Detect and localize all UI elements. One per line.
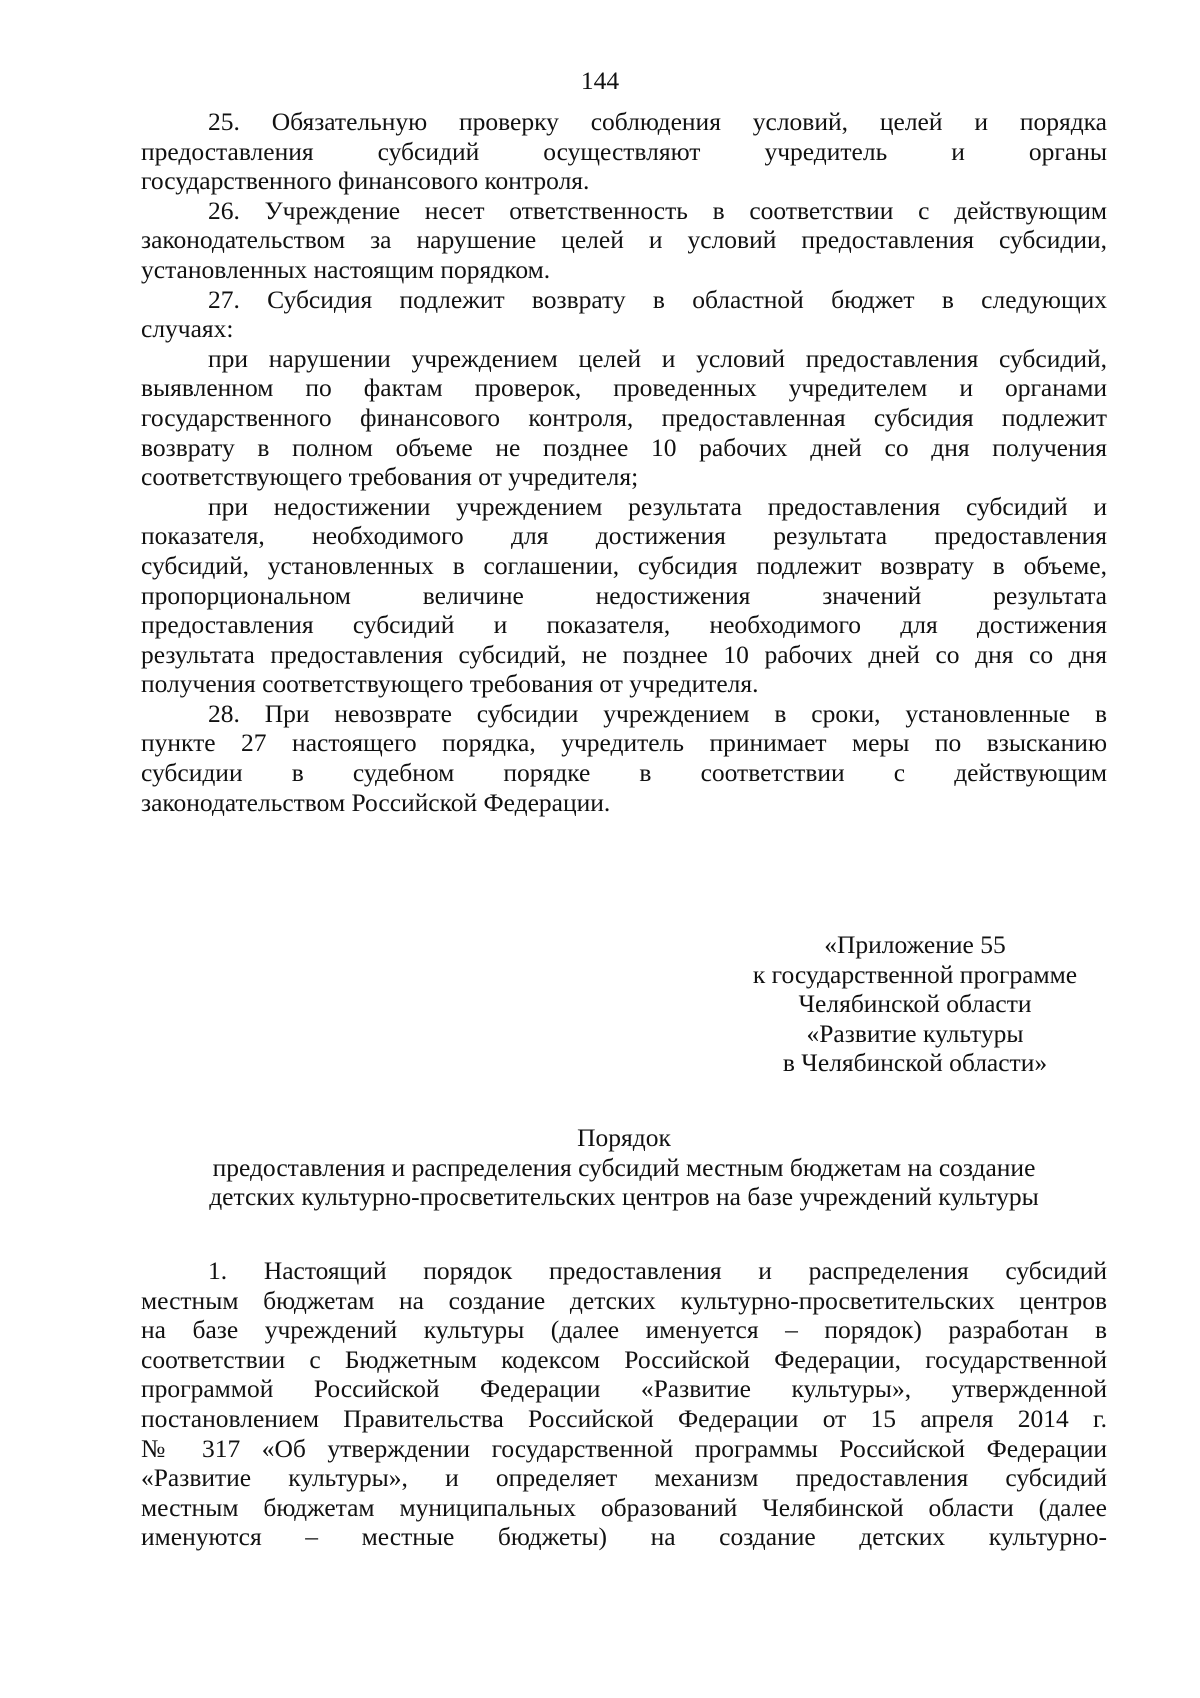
section-1-line-1: 1. Настоящий порядок предоставления и распределения субсидий [208,1256,1107,1285]
appendix-line-4: «Развитие культуры [806,1018,1024,1048]
section-1-line-3: на базе учреждений культуры (далее именуется – порядок) разработан в [141,1315,1107,1345]
section-1-line-9: местным бюджетам муниципальных образований Челябинской области (далее [141,1492,1107,1522]
section-1-line-6: постановлением Правительства Российской Федерации от 15 апреля 2014 г. [141,1403,1107,1433]
section-1-line-10: именуются – местные бюджеты) на создание детских культурно- [141,1522,1107,1552]
paragraph-27-case-1-line-2: выявленном по фактам проверок, проведенных учредителем и органами [141,373,1107,403]
page-number: 144 [580,66,620,95]
paragraph-27-case-1-line-4: возврату в полном объеме не позднее 10 рабочих дней со дня получения [141,432,1107,462]
appendix-line-2: к государственной программе [752,959,1078,989]
paragraph-25-line-2: предоставления субсидий осуществляют учредитель и органы [141,136,1107,166]
appendix-line-1: «Приложение 55 [824,930,1006,959]
paragraph-25-line-3: государственного финансового контроля. [141,166,590,196]
section-1-line-4: соответствии с Бюджетным кодексом Российской Федерации, государственной [141,1344,1107,1374]
paragraph-27-case-2-line-3: субсидий, установленных в соглашении, субсидия подлежит возврату в объеме, [141,550,1107,580]
paragraph-28-line-4: законодательством Российской Федерации. [141,787,611,817]
paragraph-27-line-2: случаях: [141,314,234,344]
section-1-line-2: местным бюджетам на создание детских культурно-просветительских центров [141,1285,1107,1315]
paragraph-27-case-2-line-4: пропорциональном величине недостижения значений результата [141,580,1107,610]
paragraph-26-line-2: законодательством за нарушение целей и условий предоставления субсидии, [141,225,1107,255]
paragraph-27-case-2-line-7: получения соответствующего требования от учредителя. [141,669,759,699]
section-1-text [141,1256,1107,1552]
section-1-line-7: № 317 «Об утверждении государственной программы Российской Федерации [141,1433,1107,1463]
paragraph-27-case-1-line-1: при нарушении учреждением целей и условий предоставления субсидий, [208,343,1107,373]
paragraph-27-case-2-line-5: предоставления субсидий и показателя, необходимого для достижения [141,610,1107,640]
title-line-3: детских культурно-просветительских центров на базе учреждений культуры [209,1182,1039,1212]
appendix-line-5: в Челябинской области» [782,1048,1048,1078]
paragraph-28-line-1: 28. При невозврате субсидии учреждением в сроки, установленные в [208,698,1107,728]
paragraph-27-case-2-line-6: результата предоставления субсидий, не позднее 10 рабочих дней со дня со дня [141,639,1107,669]
section-1-line-5: программой Российской Федерации «Развитие культуры», утвержденной [141,1374,1107,1404]
paragraph-27-line-1: 27. Субсидия подлежит возврату в областной бюджет в следующих [208,284,1107,314]
body-text [141,107,1107,817]
section-1-line-8: «Развитие культуры», и определяет механизм предоставления субсидий [141,1463,1107,1493]
paragraph-27-case-2-line-1: при недостижении учреждением результата предоставления субсидий и [208,491,1107,521]
title-line-2: предоставления и распределения субсидий местным бюджетам на создание [212,1152,1036,1182]
paragraph-27-case-1-line-5: соответствующего требования от учредителя; [141,462,639,492]
paragraph-27-case-1-line-3: государственного финансового контроля, предоставленная субсидия подлежит [141,402,1107,432]
appendix-line-3: Челябинской области [798,989,1032,1019]
paragraph-28-line-2: пункте 27 настоящего порядка, учредитель принимает меры по взысканию [141,728,1107,758]
appendix-heading [700,930,1130,1078]
paragraph-25-line-1: 25. Обязательную проверку соблюдения условий, целей и порядка [208,107,1107,136]
paragraph-26-line-1: 26. Учреждение несет ответственность в соответствии с действующим [208,195,1107,225]
title-line-1: Порядок [577,1123,671,1152]
document-title [141,1123,1107,1212]
paragraph-27-case-2-line-2: показателя, необходимого для достижения результата предоставления [141,521,1107,551]
paragraph-26-line-3: установленных настоящим порядком. [141,254,551,284]
paragraph-28-line-3: субсидии в судебном порядке в соответствии с действующим [141,758,1107,788]
